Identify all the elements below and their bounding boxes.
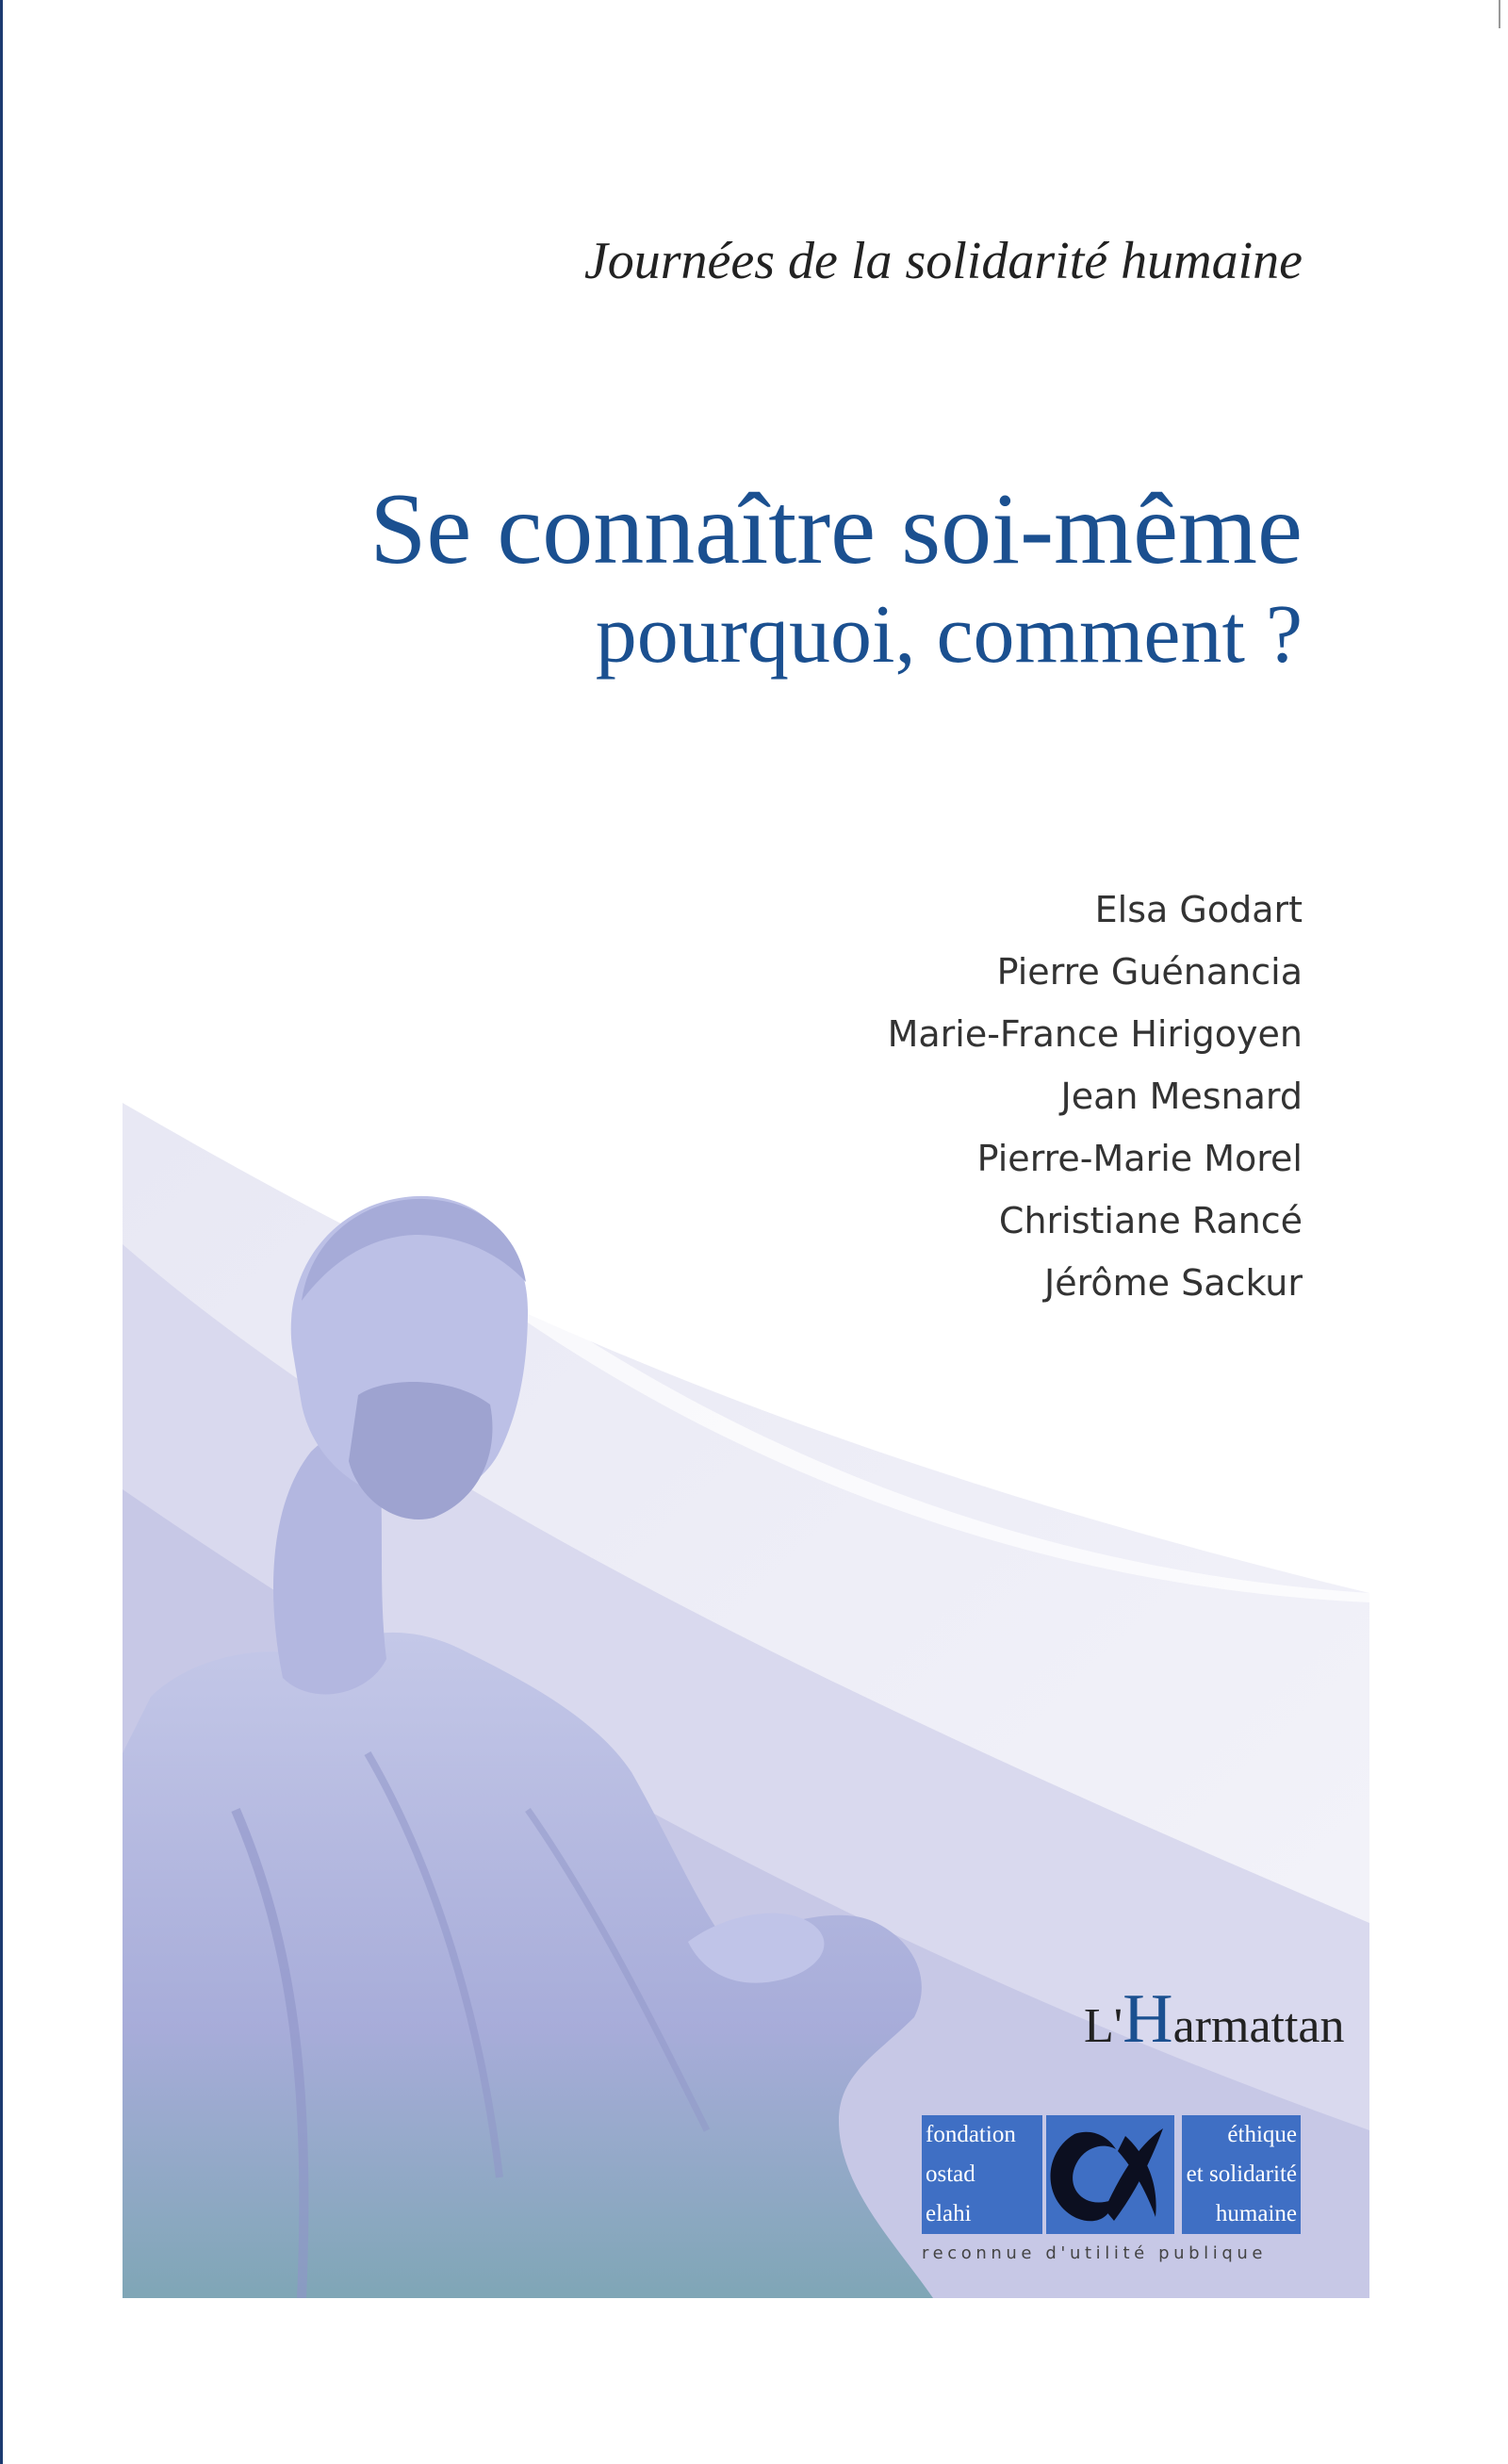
- publisher-prefix: L': [1084, 1999, 1123, 2053]
- foundation-line: elahi: [926, 2201, 972, 2226]
- book-subtitle: pourquoi, comment ?: [595, 589, 1303, 681]
- foundation-line: humaine: [1215, 2201, 1297, 2226]
- cover-left-edge: [0, 0, 3, 2464]
- author-name: Pierre Guénancia: [996, 951, 1303, 993]
- publisher-logo: [1084, 1979, 1345, 2060]
- foundation-right-panel: [1182, 2115, 1301, 2234]
- foundation-tagline: reconnue d'utilité publique: [922, 2243, 1268, 2263]
- publisher-initial: H: [1123, 1980, 1173, 2058]
- series-title: Journées de la solidarité humaine: [583, 232, 1303, 290]
- book-title: Se connaître soi-même: [369, 473, 1303, 585]
- author-name: Marie-France Hirigoyen: [887, 1013, 1303, 1055]
- author-name: Christiane Rancé: [998, 1200, 1303, 1241]
- foundation-line: ostad: [926, 2161, 975, 2187]
- foundation-emblem-icon: [1046, 2115, 1174, 2234]
- author-name: Jérôme Sackur: [1044, 1262, 1303, 1304]
- author-name: Pierre-Marie Morel: [976, 1138, 1303, 1179]
- publisher-rest: armattan: [1172, 1999, 1345, 2053]
- author-name: Jean Mesnard: [1060, 1076, 1303, 1117]
- cover-right-edge-mark: [1499, 0, 1500, 28]
- foundation-line: fondation: [926, 2122, 1016, 2147]
- foundation-line: éthique: [1227, 2122, 1297, 2147]
- foundation-line: et solidarité: [1186, 2161, 1297, 2187]
- foundation-left-panel: [922, 2115, 1042, 2234]
- foundation-logo: [922, 2115, 1301, 2234]
- author-name: Elsa Godart: [1094, 889, 1303, 930]
